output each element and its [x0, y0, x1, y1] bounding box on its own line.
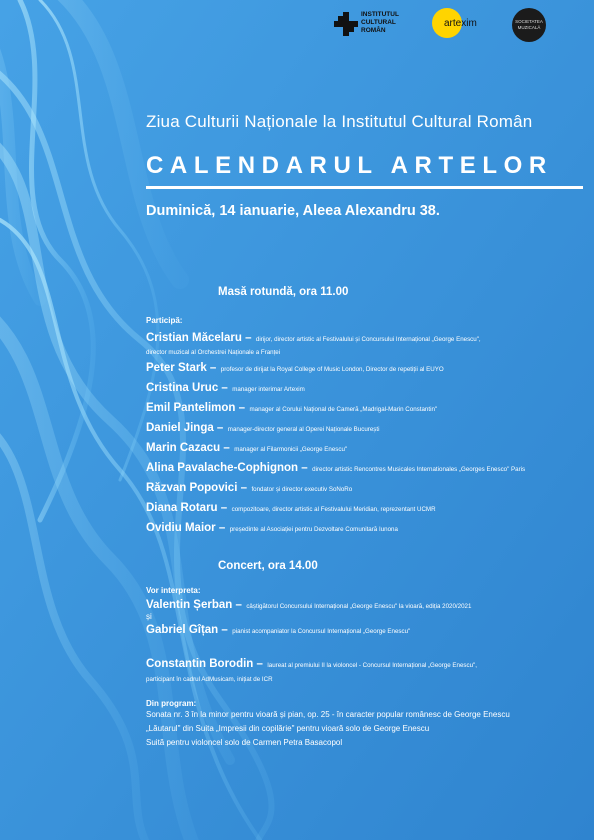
- title-divider: [146, 186, 583, 189]
- performer-item: Gabriel Gîțan – pianist acompaniator la Concursul Internațional „George Enescu": [146, 624, 411, 636]
- participant-item: Alina Pavalache-Cophignon – director artistic Rencontres Musicales Internationales „Georges Enesco" Paris: [146, 462, 526, 474]
- performer-conjunction: și: [146, 612, 152, 621]
- icr-logo-text: INSTITUTUL CULTURAL ROMÂN: [361, 11, 399, 34]
- performers-list: [146, 586, 586, 750]
- performer-item: Constantin Borodin – laureat al premiului II la violoncel - Concursul Internațional „George Enescu",: [146, 658, 477, 670]
- round-table-heading: Masă rotundă, ora 11.00: [218, 286, 349, 298]
- participant-item: Ovidiu Maior – președinte al Asociației pentru Dezvoltare Comunitară Iunona: [146, 522, 398, 534]
- artexim-logo-text: artexim: [444, 18, 477, 29]
- participants-label: Participă:: [146, 316, 183, 325]
- icr-logo-icon: [334, 12, 358, 36]
- participant-item-continuation: director muzical al Orchestrei Naționale a Franței: [146, 349, 281, 356]
- participant-item: Cristina Uruc – manager interimar Artexim: [146, 382, 305, 394]
- participant-item: Diana Rotaru – compozitoare, director artistic al Festivalului Meridian, reprezentant UCMR: [146, 502, 436, 514]
- program-item: Suită pentru violoncel solo de Carmen Petra Basacopol: [146, 738, 343, 747]
- concert-heading: Concert, ora 14.00: [218, 560, 318, 572]
- participant-item: Răzvan Popovici – fondator și director executiv SoNoRo: [146, 482, 353, 494]
- participant-item: Emil Pantelimon – manager al Corului Național de Cameră „Madrigal-Marin Constantin": [146, 402, 438, 414]
- event-date-location: Duminică, 14 ianuarie, Aleea Alexandru 38.: [146, 203, 440, 219]
- program-item: Sonata nr. 3 în la minor pentru vioară și pian, op. 25 - în caracter popular românesc de George Enescu: [146, 710, 510, 719]
- performer-item-continuation: participant în cadrul AdMusicam, inițiat de ICR: [146, 676, 273, 683]
- program-label: Din program:: [146, 699, 197, 708]
- event-subtitle: Ziua Culturii Naționale la Institutul Cultural Român: [146, 112, 533, 131]
- participant-item: Daniel Jinga – manager-director general al Operei Naționale București: [146, 422, 380, 434]
- participant-item: Marin Cazacu – manager al Filarmonicii „George Enescu": [146, 442, 348, 454]
- program-item: „Lăutarul" din Suita „Impresii din copilărie" pentru vioară solo de George Enescu: [146, 724, 430, 733]
- performer-item: Valentin Șerban – câștigătorul Concursului Internațional „George Enescu" la vioară, ediția 2020/2021: [146, 599, 472, 611]
- participant-item: Cristian Măcelaru – dirijor, director artistic al Festivalului și Concursului Internațional „George Enescu",: [146, 332, 481, 344]
- participant-item: Peter Stark – profesor de dirijat la Royal College of Music London, Director de repetiții al EUYO: [146, 362, 444, 374]
- participants-list: [146, 316, 586, 536]
- event-title: CALENDARUL ARTELOR: [146, 152, 553, 179]
- performers-label: Vor interpreta:: [146, 586, 201, 595]
- logo-bar: [334, 8, 564, 48]
- societatea-muzicala-logo: SOCIETATEA MUZICALĂ: [512, 8, 546, 42]
